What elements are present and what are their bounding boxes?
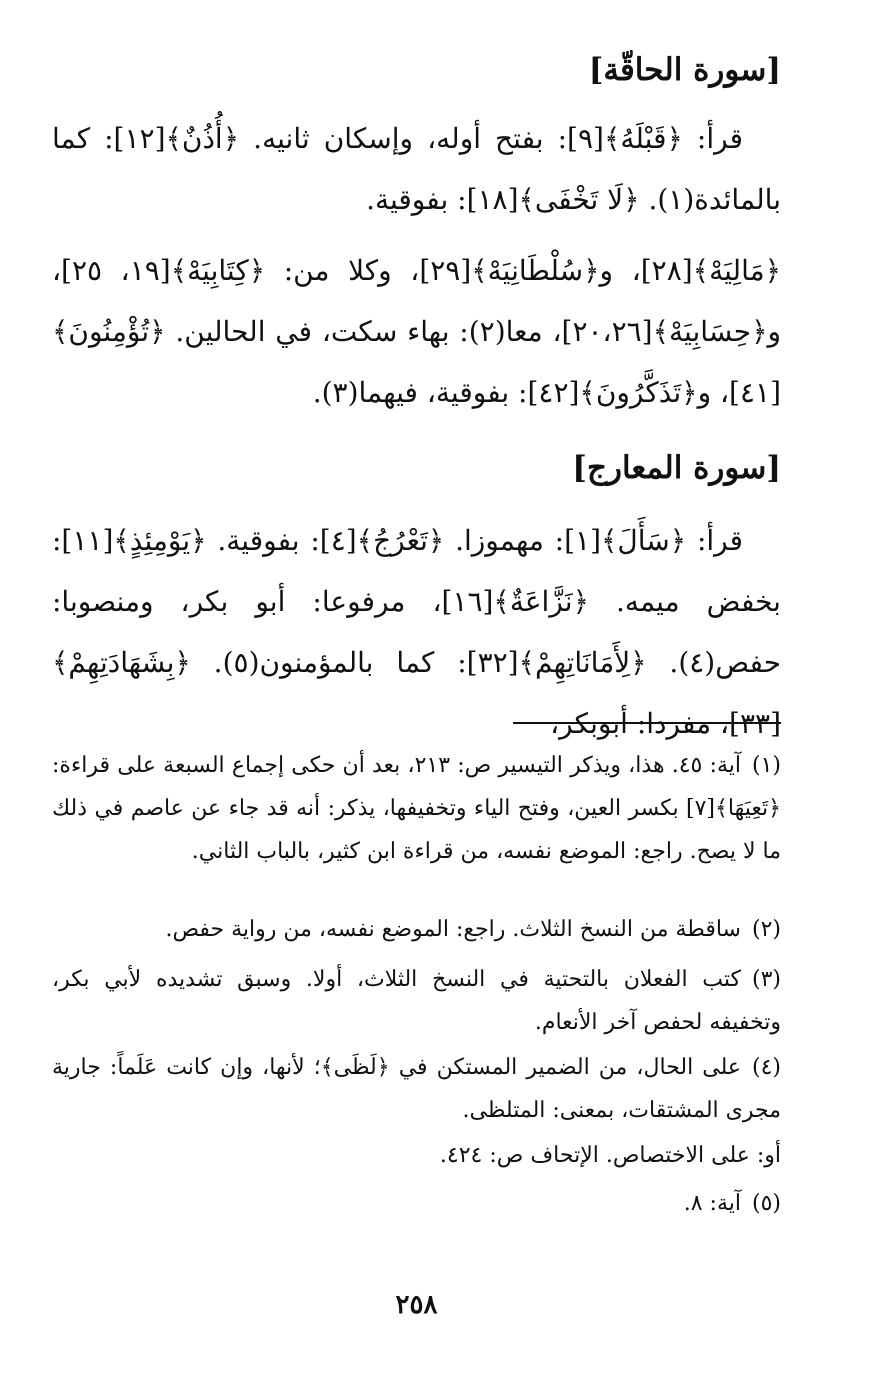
paragraph-alhaqqa-2 [52, 240, 781, 423]
section-heading-almaarij: [سورة المعارج] [572, 450, 781, 486]
page-number: ٢٥٨ [395, 1290, 438, 1320]
footnote-text: آية: ٤٥. هذا، ويذكر التيسير ص: ٢١٣، بعد أن حكى إجماع السبعة على قراءة: ﴿تَعِيَهَا﴾[٧] بكسر العين، وفتح الياء وتخفيفها، يذكر: أنه قد جاء عن عاصم في ذلك ما لا يصح. راجع: الموضع نفسه، من قراءة ابن كثير، بالباب الثاني. [52, 753, 781, 864]
footnote-4-continuation [52, 1134, 781, 1177]
paragraph-text: ﴿مَالِيَهْ﴾[٢٨]، و﴿سُلْطَانِيَهْ﴾[٢٩]، وكلا من: ﴿كِتَابِيَهْ﴾[١٩، ٢٥]، و﴿حِسَابِيَهْ﴾[٢٠،٢٦]، معا(٢): بهاء سكت، في الحالين. ﴿تُؤْمِنُونَ﴾[٤١]، و﴿تَذَكَّرُونَ﴾[٤٢]: بفوقية، فيهما(٣). [52, 254, 782, 409]
paragraph-alhaqqa-1 [52, 108, 781, 230]
footnote-separator [513, 722, 781, 724]
footnote-text: كتب الفعلان بالتحتية في النسخ الثلاث، أولا. وسبق تشديده لأبي بكر، وتخفيفه لحفص آخر الأنعام. [52, 967, 781, 1035]
footnote-number: (١) [752, 753, 782, 778]
footnote-4 [52, 1046, 781, 1132]
footnote-3 [52, 958, 781, 1044]
paragraph-almaarij-1 [52, 510, 781, 754]
footnote-1 [52, 744, 781, 873]
book-page [52, 0, 781, 1387]
footnote-text: آية: ٨. [683, 1191, 741, 1216]
footnote-number: (٥) [751, 1191, 781, 1216]
paragraph-text: قرأ: ﴿سَأَلَ﴾[١]: مهموزا. ﴿تَعْرُجُ﴾[٤]: بفوقية. ﴿يَوْمِئِذٍ﴾[١١]: بخفض ميمه. ﴿نَزَّاعَةٌ﴾[١٦]، مرفوعا: أبو بكر، ومنصوبا: حفص(٤). ﴿لِأَمَانَاتِهِمْ﴾[٣٢]: كما بالمؤمنون(٥). ﴿بِشَهَادَتِهِمْ﴾[٣٣]، مفردا: أبوبكر، [52, 524, 781, 740]
paragraph-text: قرأ: ﴿قَبْلَهُ﴾[٩]: بفتح أوله، وإسكان ثانيه. ﴿أُذُنٌ﴾[١٢]: كما بالمائدة(١). ﴿لَا تَخْفَى﴾[١٨]: بفوقية. [52, 122, 781, 216]
footnote-text: أو: على الاختصاص. الإتحاف ص: ٤٢٤. [439, 1143, 781, 1168]
footnote-5 [52, 1182, 781, 1225]
footnote-number: (٢) [751, 917, 781, 942]
footnote-2 [52, 908, 781, 951]
footnote-number: (٤) [751, 1055, 781, 1080]
footnote-text: على الحال، من الضمير المستكن في ﴿لَظَى﴾؛ لأنها، وإن كانت عَلَماً: جارية مجرى المشتقات، بمعنى: المتلظى. [52, 1055, 781, 1123]
footnote-number: (٣) [751, 967, 781, 992]
section-heading-alhaqqa: [سورة الحاقّة] [588, 52, 781, 88]
footnote-text: ساقطة من النسخ الثلاث. راجع: الموضع نفسه، من رواية حفص. [165, 917, 741, 942]
